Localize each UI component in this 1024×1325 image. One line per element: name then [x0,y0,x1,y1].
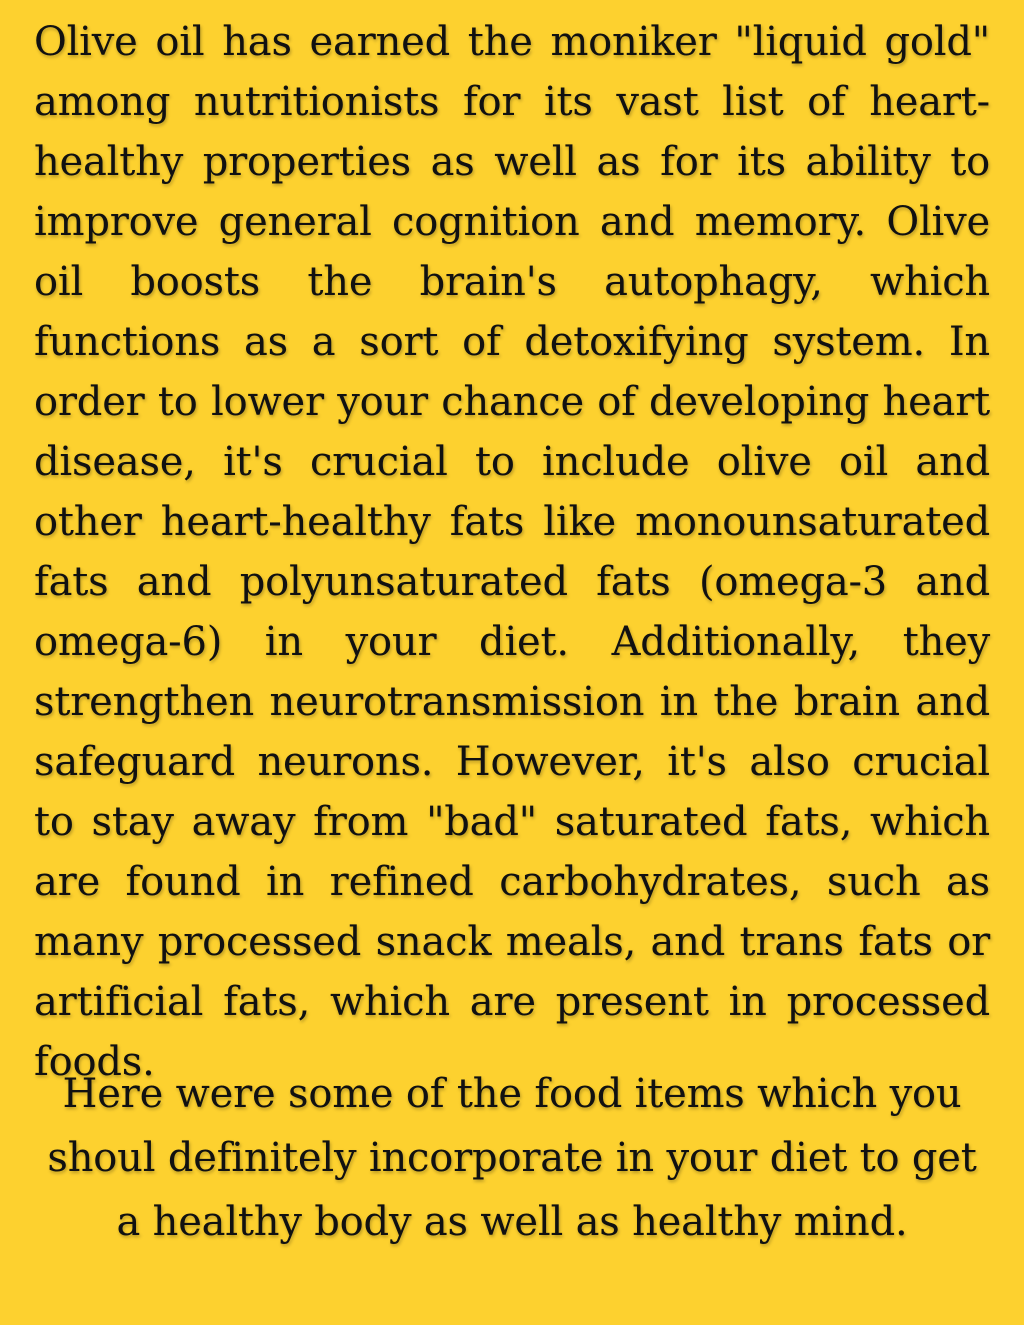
closing-paragraph: Here were some of the food items which you shoul definitely incorporate in your diet to get a healthy body as well as healthy mind. [47,1071,977,1245]
body-paragraph: Olive oil has earned the moniker "liquid gold" among nutritionists for its vast list of heart-healthy properties as well as for its ability to improve general cognition and memory. Olive oil boosts the brain's autophagy, which functions as a sort of detoxifying system. In order to lower your chance of developing heart disease, it's crucial to include olive oil and other heart-healthy fats like monounsaturated fats and polyunsaturated fats (omega-3 and omega-6) in your diet. Additionally, they strengthen neurotransmission in the brain and safeguard neurons. However, it's also crucial to stay away from "bad" saturated fats, which are found in refined carbohydrates, such as many processed snack meals, and trans fats or artificial fats, which are present in processed foods. [34,19,990,1085]
